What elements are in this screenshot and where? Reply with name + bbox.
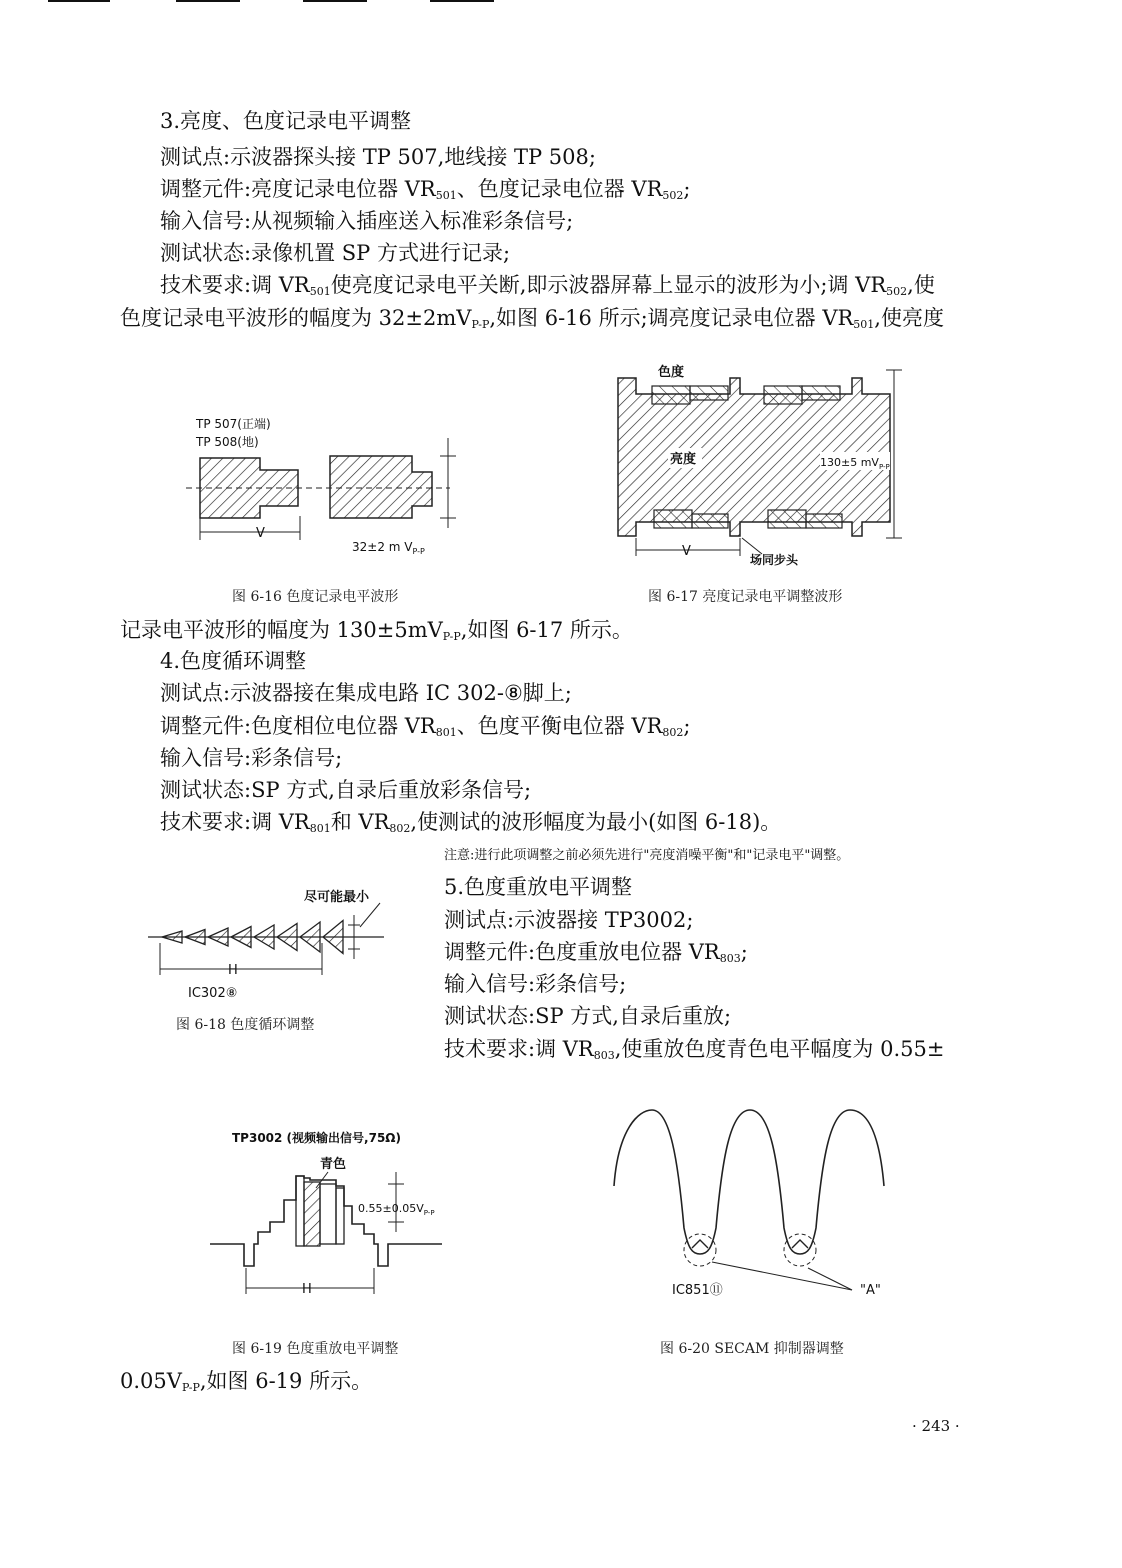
figure-6-20 [608,1100,908,1300]
section-3-requirement-3: 记录电平波形的幅度为 $130\pm 5mV_{P-P}$,如图 6-17 所示。 [120,618,633,643]
note: 注意:进行此项调整之前必须先进行"亮度消噪平衡"和"记录电平"调整。 [444,848,850,863]
fig17-sync-label: 场同步头 [750,553,799,567]
figure-6-17 [608,360,928,570]
section-5-requirement-2: $0.05V_{P-P}$,如图 6-19 所示。 [120,1369,373,1394]
figure-6-16 [180,410,480,560]
fig17-amp-label: 130±5 $mV_{P-P}$ [820,456,890,471]
section-4-requirement: 技术要求:调 $VR_{801}$和 $VR_{802}$,使测试的波形幅度为最小(如图 6-18)。 [160,810,782,835]
section-3-title: 3.亮度、色度记录电平调整 [160,109,412,133]
section-3-input: 输入信号:从视频输入插座送入标准彩条信号; [160,209,574,233]
top-rule [430,0,494,2]
section-4-state: 测试状态:SP 方式,自录后重放彩条信号; [160,778,532,802]
section-5-title: 5.色度重放电平调整 [444,875,633,899]
top-rule [48,0,110,2]
fig18-min-label: 尽可能最小 [304,890,370,905]
fig18-spike [254,925,274,949]
section-5-test-point: 测试点:示波器接 TP3002; [444,908,694,932]
section-5-requirement-1: 技术要求:调 $VR_{803}$,使重放色度青色电平幅度为 0.55± [444,1037,945,1062]
fig16-tp508-label: TP 508(地) [196,435,259,449]
fig18-h-label: H [228,963,238,978]
fig19-tp-label: TP3002 (视频输出信号,75Ω) [232,1131,401,1145]
fig18-spike [231,927,251,948]
section-3-adjust: 调整元件:亮度记录电位器 $VR_{501}$、色度记录电位器 $VR_{502}$; [160,177,691,202]
section-3-requirement-1: 技术要求:调 $VR_{501}$使亮度记录电平关断,即示波器屏幕上显示的波形为小;调 $VR_{502}$,使 [160,273,935,298]
fig18-ic-label: IC302⑧ [188,986,238,1001]
figure-6-19-caption: 图 6-19 色度重放电平调整 [232,1341,399,1357]
fig17-chroma-label: 色度 [658,365,685,380]
page-number: · 243 · [912,1417,960,1435]
fig16-amp-label: 32±2 m $V_{P-P}$ [352,540,425,556]
fig18-spike [323,921,343,954]
fig18-spike [300,922,320,952]
fig17-v-label: V [682,544,691,559]
fig19-h-label: H [302,1282,312,1297]
fig16-tp507-label: TP 507(正端) [196,417,271,431]
fig18-spike [185,930,205,945]
section-4-adjust: 调整元件:色度相位电位器 $VR_{801}$、色度平衡电位器 $VR_{802}$; [160,714,691,739]
fig20-ic-label: IC851⑪ [672,1283,723,1298]
figure-6-20-caption: 图 6-20 SECAM 抑制器调整 [660,1341,844,1357]
fig16-v-label: V [256,526,265,541]
section-4-input: 输入信号:彩条信号; [160,746,343,770]
section-3-requirement-2: 色度记录电平波形的幅度为 $32\pm 2mV_{P-P}$,如图 6-16 所示;调亮度记录电位器 $VR_{501}$,使亮度 [120,306,944,331]
fig20-a-label: "A" [860,1283,881,1298]
fig18-spike [277,924,297,951]
top-rule [176,0,240,2]
figure-6-18 [148,885,398,1005]
section-5-adjust: 调整元件:色度重放电位器 $VR_{803}$; [444,940,748,965]
figure-6-18-caption: 图 6-18 色度循环调整 [176,1017,315,1033]
section-5-state: 测试状态:SP 方式,自录后重放; [444,1004,732,1028]
section-3-state: 测试状态:录像机置 SP 方式进行记录; [160,241,511,265]
fig19-amp-label: $0.55\pm 0.05V_{P-P}$ [358,1202,435,1217]
fig18-spike [208,928,228,946]
fig17-luma-label: 亮度 [670,452,697,467]
top-rule [303,0,367,2]
figure-6-19 [208,1128,508,1308]
section-5-input: 输入信号:彩条信号; [444,972,627,996]
section-4-title: 4.色度循环调整 [160,649,307,673]
figure-6-16-caption: 图 6-16 色度记录电平波形 [232,589,399,605]
fig18-spike [162,931,182,943]
figure-6-17-caption: 图 6-17 亮度记录电平调整波形 [648,589,843,605]
fig19-cyan-label: 青色 [320,1157,347,1172]
section-4-test-point: 测试点:示波器接在集成电路 IC 302-⑧脚上; [160,681,572,705]
section-3-test-point: 测试点:示波器探头接 TP 507,地线接 TP 508; [160,145,596,169]
